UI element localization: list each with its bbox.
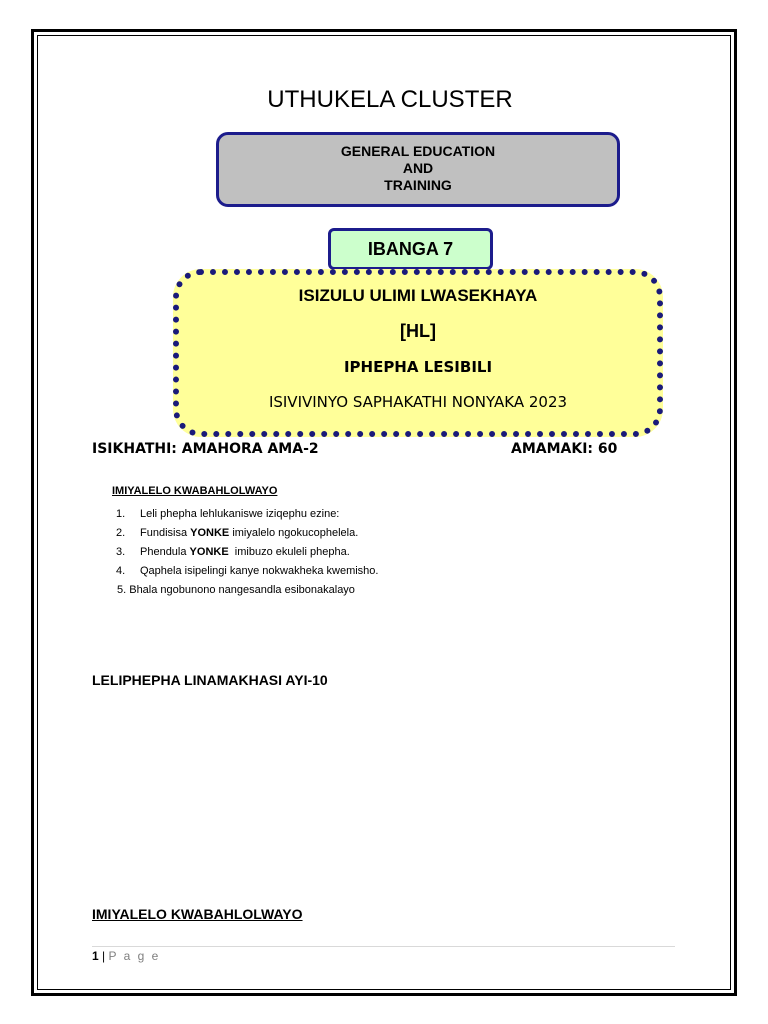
list-item: 5. Bhala ngobunono nangesandla esibonakalayo xyxy=(117,584,355,596)
page-footer xyxy=(92,949,160,963)
list-item: 2. Fundisisa YONKE imiyalelo ngokucophelela. xyxy=(116,527,359,539)
instructions-heading-2: IMIYALELO KWABAHLOLWAYO xyxy=(92,906,303,922)
list-item: 4. Qaphela isipelingi kanye nokwakheka kwemisho. xyxy=(116,565,379,577)
paper-number: IPHEPHA LESIBILI xyxy=(343,358,493,376)
list-item: 3. Phendula YONKE imibuzo ekuleli phepha. xyxy=(116,546,350,558)
get-line-1: GENERAL EDUCATION xyxy=(340,143,496,159)
footer-divider xyxy=(92,946,675,947)
list-item: 1. Leli phepha lehlukaniswe iziqephu ezine: xyxy=(116,508,340,520)
instructions-heading: IMIYALELO KWABAHLOLWAYO xyxy=(112,485,278,497)
cluster-title: UTHUKELA CLUSTER xyxy=(267,86,513,113)
get-banner xyxy=(216,132,620,207)
exam-marks: AMAMAKI: 60 xyxy=(511,441,618,457)
exam-name: ISIVIVINYO SAPHAKATHI NONYAKA 2023 xyxy=(268,393,568,411)
footer-separator: | xyxy=(102,949,106,963)
page-word: P a g e xyxy=(108,949,161,963)
instructions-list xyxy=(112,507,378,602)
grade-badge: IBANGA 7 xyxy=(328,228,493,270)
page-count-note: LELIPHEPHA LINAMAKHASI AYI-10 xyxy=(92,672,328,688)
exam-time: ISIKHATHI: AMAHORA AMA-2 xyxy=(92,441,319,457)
get-line-2: AND xyxy=(402,160,434,176)
page-number: 1 xyxy=(92,949,99,963)
get-line-3: TRAINING xyxy=(384,177,452,193)
subject-title: ISIZULU ULIMI LWASEKHAYA xyxy=(298,286,538,305)
subject-level: [HL] xyxy=(400,321,436,341)
